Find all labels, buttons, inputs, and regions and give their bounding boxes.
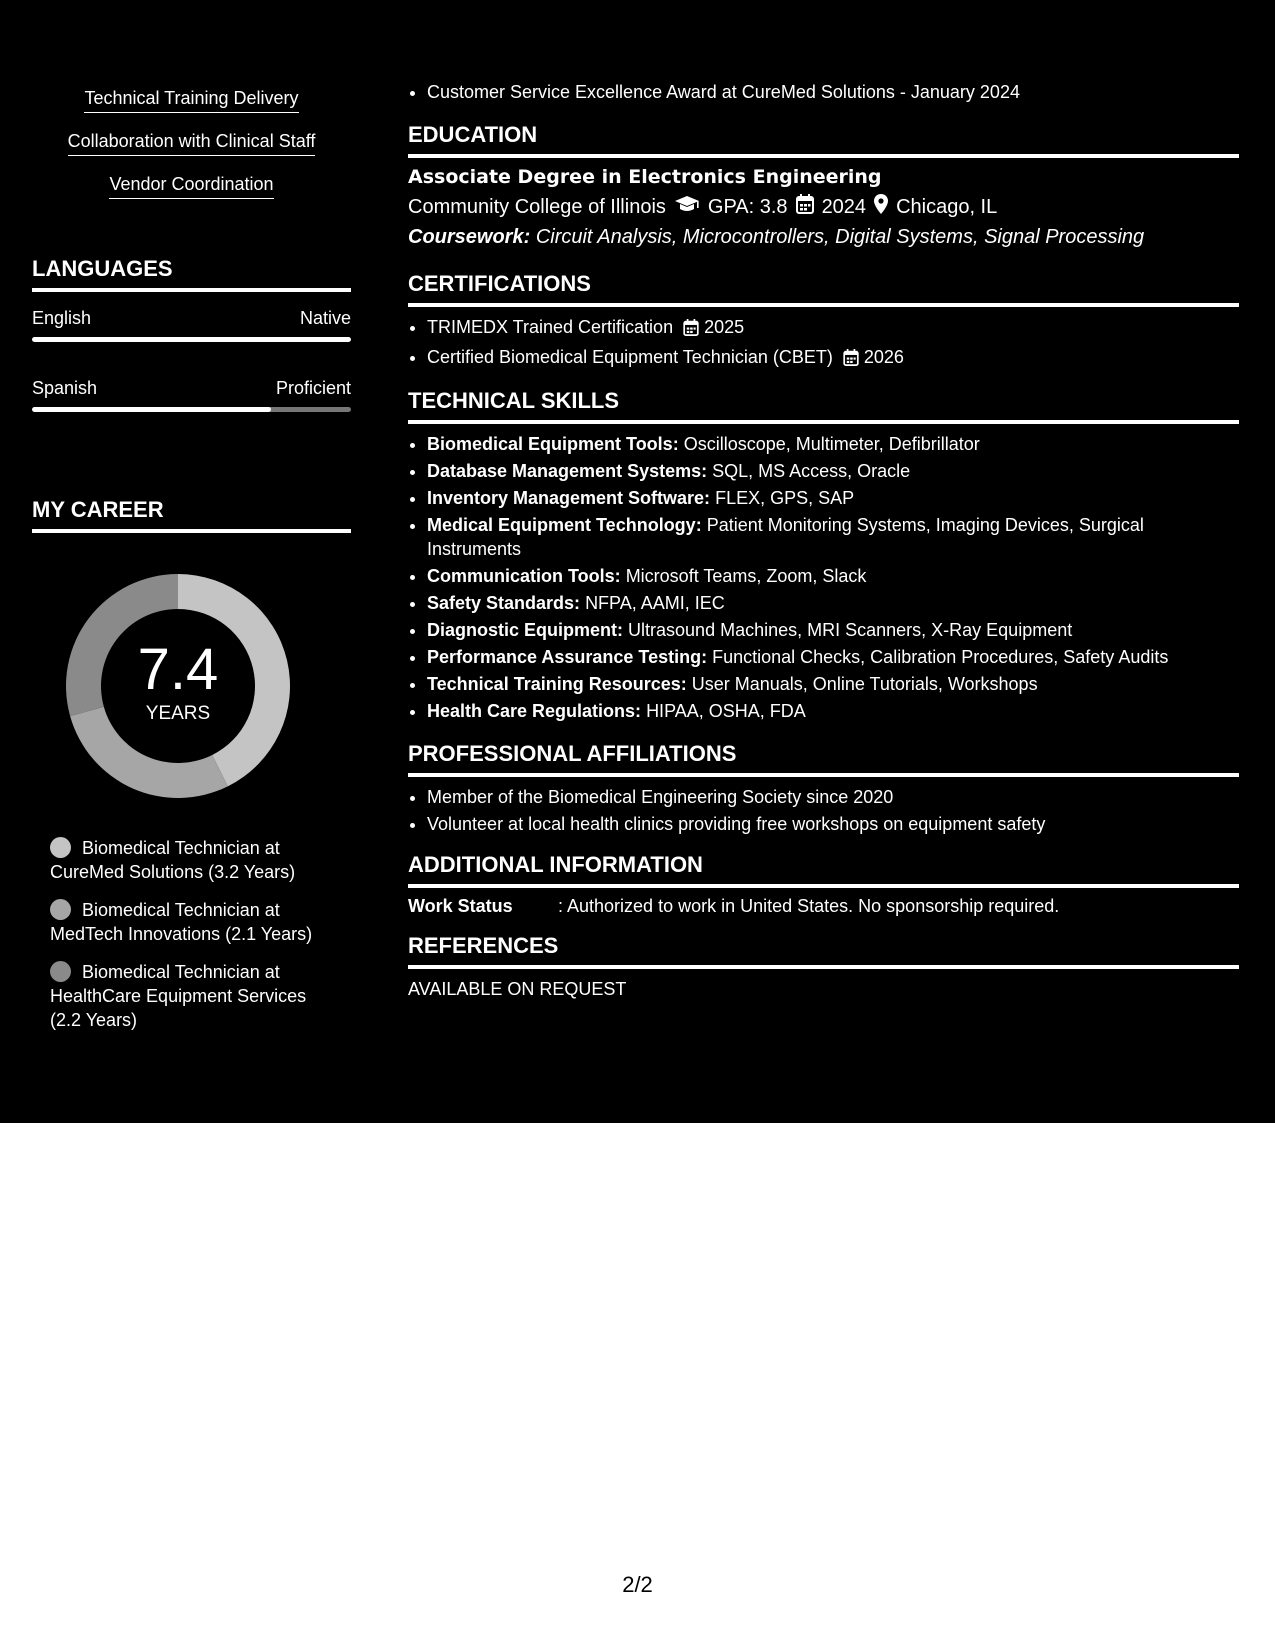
skill-values: User Manuals, Online Tutorials, Workshops <box>691 674 1038 694</box>
references-section <box>408 933 1239 1000</box>
work-status-label: Work Status <box>408 896 513 916</box>
skill-values: Microsoft Teams, Zoom, Slack <box>625 566 867 586</box>
languages-section <box>32 256 351 412</box>
affiliations-section <box>408 741 1239 836</box>
school-name: Community College of Illinois <box>408 195 666 218</box>
career-section <box>32 497 351 1030</box>
career-item <box>50 836 340 884</box>
education-details <box>408 194 1239 220</box>
skill-values: NFPA, AAMI, IEC <box>585 593 725 613</box>
technical-skill-item <box>427 618 1239 642</box>
skill-category: Inventory Management Software: <box>427 488 711 508</box>
references-heading: REFERENCES <box>408 933 1239 969</box>
awards-list <box>408 80 1239 104</box>
references-text: AVAILABLE ON REQUEST <box>408 979 627 999</box>
graduation-cap-icon <box>674 194 700 220</box>
language-name: Spanish <box>32 378 98 398</box>
skill-category: Medical Equipment Technology: <box>427 515 702 535</box>
technical-skill-item <box>427 432 1239 456</box>
language-bar-fill <box>32 337 351 342</box>
school-location: Chicago, IL <box>896 195 998 218</box>
career-dot-icon <box>50 899 71 920</box>
affiliation-item: • Member of the Biomedical Engineering Society since 2020 <box>427 785 1239 809</box>
career-list <box>50 836 340 1046</box>
award-item: • Customer Service Excellence Award at CureMed Solutions - January 2024 <box>427 80 1239 104</box>
coursework-label: Coursework: <box>408 226 531 248</box>
technical-skill-item <box>427 459 1239 483</box>
language-bar <box>32 337 351 342</box>
additional-info-heading: ADDITIONAL INFORMATION <box>408 852 1239 888</box>
technical-skills-heading: TECHNICAL SKILLS <box>408 388 1239 424</box>
donut-center <box>65 573 291 799</box>
language-name: English <box>32 308 92 328</box>
career-item-text: Biomedical Technician at HealthCare Equipment Services (2.2 Years) <box>50 962 307 1030</box>
coursework <box>408 226 1239 249</box>
right-column <box>408 0 1239 1000</box>
language-level: Native <box>299 308 351 328</box>
language-level: Proficient <box>275 378 351 398</box>
skill-item: Collaboration with Clinical Staff <box>68 129 316 156</box>
additional-info-section <box>408 852 1239 917</box>
skill-values: Oscilloscope, Multimeter, Defibrillator <box>683 434 980 454</box>
skill-item: Vendor Coordination <box>109 172 273 199</box>
career-total-unit: YEARS <box>145 703 211 724</box>
calendar-icon <box>843 348 859 372</box>
skill-category: Safety Standards: <box>427 593 581 613</box>
skill-list <box>32 0 351 215</box>
languages-heading: LANGUAGES <box>32 256 351 292</box>
work-status-row <box>408 896 1239 917</box>
location-pin-icon <box>874 194 888 220</box>
skill-values: Ultrasound Machines, MRI Scanners, X-Ray Equipment <box>628 620 1073 640</box>
calendar-icon <box>796 194 814 220</box>
certification-name: Certified Biomedical Equipment Technician (CBET) <box>427 347 833 367</box>
skill-category: Biomedical Equipment Tools: <box>427 434 679 454</box>
skill-values: HIPAA, OSHA, FDA <box>646 701 806 721</box>
certification-name: TRIMEDX Trained Certification <box>427 317 674 337</box>
page-number: 2/2 <box>622 1572 653 1597</box>
certifications-section <box>408 271 1239 372</box>
technical-skill-item <box>427 645 1239 669</box>
career-dot-icon <box>50 961 71 982</box>
coursework-text: Circuit Analysis, Microcontrollers, Digital Systems, Signal Processing <box>535 226 1145 248</box>
technical-skill-item <box>427 513 1239 561</box>
education-section <box>408 122 1239 249</box>
career-item <box>50 960 340 1032</box>
affiliation-item: • Volunteer at local health clinics providing free workshops on equipment safety <box>427 812 1239 836</box>
language-bar-fill <box>32 407 271 412</box>
technical-skill-item <box>427 699 1239 723</box>
certification-item <box>427 315 1239 342</box>
education-heading: EDUCATION <box>408 122 1239 158</box>
work-status-value: : Authorized to work in United States. No sponsorship required. <box>558 896 1060 916</box>
career-dot-icon <box>50 837 71 858</box>
language-row <box>32 308 351 329</box>
technical-skill-item <box>427 564 1239 588</box>
language-bar <box>32 407 351 412</box>
skill-values: Functional Checks, Calibration Procedures, Safety Audits <box>712 647 1169 667</box>
certifications-list <box>408 315 1239 372</box>
certification-item <box>427 345 1239 372</box>
technical-skill-item <box>427 591 1239 615</box>
skill-values: SQL, MS Access, Oracle <box>712 461 911 481</box>
degree-title: Associate Degree in Electronics Engineering <box>408 166 882 188</box>
certification-year: 2025 <box>704 317 745 337</box>
certifications-heading: CERTIFICATIONS <box>408 271 1239 307</box>
skill-category: Database Management Systems: <box>427 461 708 481</box>
skill-category: Diagnostic Equipment: <box>427 620 624 640</box>
technical-skills-section <box>408 388 1239 723</box>
technical-skills-list <box>408 432 1239 723</box>
affiliations-heading: PROFESSIONAL AFFILIATIONS <box>408 741 1239 777</box>
skill-category: Performance Assurance Testing: <box>427 647 708 667</box>
career-item-text: Biomedical Technician at CureMed Solutions (3.2 Years) <box>50 838 296 882</box>
career-item <box>50 898 340 946</box>
career-heading: MY CAREER <box>32 497 351 533</box>
left-column <box>32 0 351 1030</box>
career-total-years: 7.4 <box>137 637 219 702</box>
career-item-text: Biomedical Technician at MedTech Innovations (2.1 Years) <box>50 900 313 944</box>
skill-values: Patient Monitoring Systems, Imaging Devices, Surgical Instruments <box>427 515 1144 559</box>
skill-category: Health Care Regulations: <box>427 701 642 721</box>
affiliations-list <box>408 785 1239 836</box>
skill-item: Technical Training Delivery <box>84 86 298 113</box>
skill-category: Technical Training Resources: <box>427 674 687 694</box>
skill-values: FLEX, GPS, SAP <box>715 488 855 508</box>
skill-category: Communication Tools: <box>427 566 621 586</box>
graduation-year: 2024 <box>821 195 867 218</box>
calendar-icon <box>683 318 699 342</box>
gpa: GPA: 3.8 <box>707 195 788 218</box>
technical-skill-item <box>427 672 1239 696</box>
language-row <box>32 378 351 399</box>
career-donut <box>65 573 291 799</box>
certification-year: 2026 <box>863 347 904 367</box>
technical-skill-item <box>427 486 1239 510</box>
